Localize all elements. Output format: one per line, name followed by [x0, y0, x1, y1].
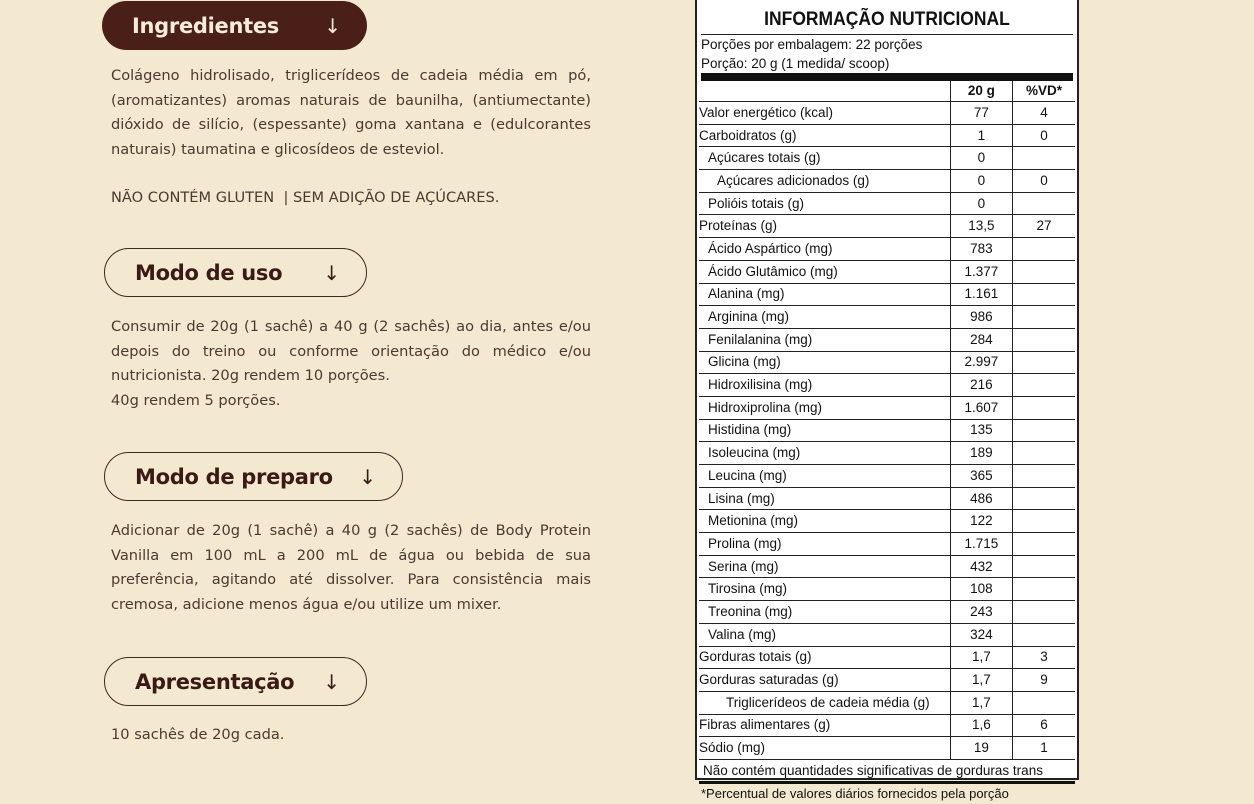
presentation-title: Apresentação: [135, 669, 295, 694]
nutrition-row: [699, 260, 1075, 283]
usage-text-block: [111, 315, 591, 413]
nutrition-row: [699, 419, 1075, 442]
nutrient-amount: 1: [950, 124, 1012, 147]
servings-per-package: Porções por embalagem: 22 porções: [701, 37, 923, 52]
nutrient-amount: 0: [950, 147, 1012, 170]
nutrition-row: [699, 714, 1075, 737]
nutrient-name: Fibras alimentares (g): [699, 714, 950, 737]
nutrition-row: [699, 102, 1075, 125]
nutrient-amount: 108: [950, 578, 1012, 601]
nutrition-row: [699, 283, 1075, 306]
nutrition-row: [699, 238, 1075, 261]
nutrient-amount: 2.997: [950, 351, 1012, 374]
nutrition-row: [699, 510, 1075, 533]
nutrient-amount: 0: [950, 192, 1012, 215]
nutrient-daily-value: [1013, 238, 1075, 261]
nutrient-name: Polióis totais (g): [699, 192, 950, 215]
nutrient-name: Prolina (mg): [699, 533, 950, 556]
nutrient-daily-value: [1013, 555, 1075, 578]
nutrition-row: [699, 306, 1075, 329]
nutrient-daily-value: [1013, 328, 1075, 351]
nutrition-row: [699, 533, 1075, 556]
nutrition-rows: [699, 81, 1075, 760]
nutrition-row: [699, 669, 1075, 692]
nutrition-header-row: [699, 81, 1075, 102]
nutrient-name: Proteínas (g): [699, 215, 950, 238]
nutrient-daily-value: [1013, 419, 1075, 442]
nutrient-daily-value: 0: [1013, 124, 1075, 147]
serving-size: Porção: 20 g (1 medida/ scoop): [701, 56, 890, 71]
ingredients-text: Colágeno hidrolisado, triglicerídeos de cadeia média em pó, (aromatizantes) aromas naturais de baunilha, (antiumectante) dióxido de silício, (espessante) goma xantana e (edulcorantes naturais) taumatina e glicosídeos de esteviol.: [111, 67, 591, 158]
nutrient-amount: 1,6: [950, 714, 1012, 737]
nutrient-amount: 189: [950, 442, 1012, 465]
nutrient-amount: 284: [950, 328, 1012, 351]
nutrition-row: [699, 442, 1075, 465]
nutrient-daily-value: [1013, 351, 1075, 374]
nutrient-daily-value: [1013, 147, 1075, 170]
nutrition-row: [699, 124, 1075, 147]
nutrient-daily-value: 6: [1013, 714, 1075, 737]
nutrient-daily-value: [1013, 691, 1075, 714]
nutrition-row: [699, 351, 1075, 374]
nutrient-daily-value: 4: [1013, 102, 1075, 125]
nutrition-row: [699, 487, 1075, 510]
nutrient-name: Metionina (mg): [699, 510, 950, 533]
nutrient-amount: 135: [950, 419, 1012, 442]
nutrient-daily-value: [1013, 306, 1075, 329]
nutrient-amount: 13,5: [950, 215, 1012, 238]
nutrition-facts-table: [695, 0, 1079, 801]
usage-title: Modo de uso: [135, 260, 283, 285]
nutrition-row: [699, 646, 1075, 669]
nutrient-daily-value: 0: [1013, 170, 1075, 193]
nutrient-daily-value: [1013, 510, 1075, 533]
ingredients-toggle-button[interactable]: [102, 1, 367, 50]
nutrient-name: Açúcares totais (g): [699, 147, 950, 170]
nutrient-name: Isoleucina (mg): [699, 442, 950, 465]
nutrient-daily-value: [1013, 260, 1075, 283]
nutrient-daily-value: [1013, 487, 1075, 510]
nutrient-name: Histidina (mg): [699, 419, 950, 442]
presentation-text: 10 sachês de 20g cada.: [111, 726, 285, 743]
nutrient-name: Hidroxiprolina (mg): [699, 396, 950, 419]
nutrient-amount: 1,7: [950, 669, 1012, 692]
nutrition-row: [699, 737, 1075, 760]
nutrient-amount: 1.161: [950, 283, 1012, 306]
nutrition-row: [699, 147, 1075, 170]
nutrient-amount: 122: [950, 510, 1012, 533]
nutrient-name: Sódio (mg): [699, 737, 950, 760]
nutrition-row: [699, 555, 1075, 578]
nutrient-name: Treonina (mg): [699, 601, 950, 624]
arrow-down-icon: ↓: [359, 464, 376, 489]
nutrient-name: Gorduras totais (g): [699, 646, 950, 669]
nutrient-name: Hidroxilisina (mg): [699, 374, 950, 397]
nutrient-daily-value: [1013, 533, 1075, 556]
nutrient-amount: 77: [950, 102, 1012, 125]
nutrient-daily-value: 3: [1013, 646, 1075, 669]
nutrient-daily-value: 1: [1013, 737, 1075, 760]
nutrition-row: [699, 601, 1075, 624]
nutrient-amount: 324: [950, 623, 1012, 646]
ingredients-note-block: [111, 186, 591, 211]
nutrient-amount: 1.715: [950, 533, 1012, 556]
nutrient-name: Ácido Aspártico (mg): [699, 238, 950, 261]
nutrient-daily-value: [1013, 623, 1075, 646]
arrow-down-icon: ↓: [323, 260, 340, 285]
preparation-title: Modo de preparo: [135, 464, 333, 489]
nutrient-amount: 1,7: [950, 646, 1012, 669]
nutrient-daily-value: [1013, 396, 1075, 419]
nutrient-daily-value: [1013, 465, 1075, 488]
nutrient-name: Lisina (mg): [699, 487, 950, 510]
nutrition-row: [699, 396, 1075, 419]
ingredients-note: NÃO CONTÉM GLUTEN | SEM ADIÇÃO DE AÇÚCARES.: [111, 189, 500, 206]
arrow-down-icon: ↓: [323, 669, 340, 694]
nutrition-row: [699, 623, 1075, 646]
nutrient-name: Triglicerídeos de cadeia média (g): [699, 691, 950, 714]
preparation-text: Adicionar de 20g (1 sachê) a 40 g (2 sachês) de Body Protein Vanilla em 100 mL a 200 mL de água ou bebida de sua preferência, agitando até dissolver. Para consistência mais cremosa, adicione menos água e/ou utilize um mixer.: [111, 522, 591, 613]
nutrition-row: [699, 192, 1075, 215]
nutrient-daily-value: [1013, 192, 1075, 215]
nutrient-name: Glicina (mg): [699, 351, 950, 374]
nutrient-daily-value: [1013, 442, 1075, 465]
nutrition-row: [699, 465, 1075, 488]
thick-divider: [701, 73, 1073, 81]
nutrient-daily-value: [1013, 283, 1075, 306]
nutrient-amount: 1.377: [950, 260, 1012, 283]
nutrient-amount: 243: [950, 601, 1012, 624]
presentation-text-block: [111, 723, 591, 748]
nutrient-name: Gorduras saturadas (g): [699, 669, 950, 692]
nutrient-name: Açúcares adicionados (g): [699, 170, 950, 193]
nutrient-amount: 365: [950, 465, 1012, 488]
nutrition-title: INFORMAÇÃO NUTRICIONAL: [764, 9, 1010, 30]
daily-value-footnote: *Percentual de valores diários fornecidos pela porção: [701, 785, 1009, 801]
nutrient-name: Valor energético (kcal): [699, 102, 950, 125]
arrow-down-icon: ↓: [324, 13, 341, 38]
preparation-toggle-button[interactable]: [104, 452, 403, 501]
usage-toggle-button[interactable]: [104, 248, 367, 297]
header-daily-value: %VD*: [1013, 81, 1075, 102]
presentation-toggle-button[interactable]: [104, 657, 367, 706]
nutrient-amount: 986: [950, 306, 1012, 329]
nutrient-amount: 783: [950, 238, 1012, 261]
nutrient-amount: 216: [950, 374, 1012, 397]
header-empty-cell: [699, 81, 950, 102]
nutrient-daily-value: [1013, 578, 1075, 601]
nutrition-row: [699, 374, 1075, 397]
nutrition-row: [699, 170, 1075, 193]
usage-text: Consumir de 20g (1 sachê) a 40 g (2 sachês) ao dia, antes e/ou depois do treino ou conforme orientação do médico e/ou nutricionista. 20g rendem 10 porções.: [111, 318, 591, 384]
nutrient-daily-value: [1013, 601, 1075, 624]
nutrient-amount: 486: [950, 487, 1012, 510]
nutrient-daily-value: 27: [1013, 215, 1075, 238]
nutrient-name: Arginina (mg): [699, 306, 950, 329]
nutrient-name: Leucina (mg): [699, 465, 950, 488]
nutrition-row: [699, 691, 1075, 714]
usage-text-2: 40g rendem 5 porções.: [111, 391, 281, 409]
header-amount: 20 g: [950, 81, 1012, 102]
nutrient-amount: 1.607: [950, 396, 1012, 419]
nutrient-amount: 1,7: [950, 691, 1012, 714]
nutrient-daily-value: 9: [1013, 669, 1075, 692]
ingredients-title: Ingredientes: [132, 13, 279, 38]
nutrient-name: Serina (mg): [699, 555, 950, 578]
trans-fat-footnote: Não contém quantidades significativas de gorduras trans: [699, 760, 1075, 784]
nutrition-row: [699, 328, 1075, 351]
nutrient-name: Ácido Glutâmico (mg): [699, 260, 950, 283]
preparation-text-block: [111, 519, 591, 617]
nutrition-row: [699, 578, 1075, 601]
nutrient-name: Tirosina (mg): [699, 578, 950, 601]
nutrient-name: Valina (mg): [699, 623, 950, 646]
nutrient-amount: 0: [950, 170, 1012, 193]
nutrient-amount: 19: [950, 737, 1012, 760]
nutrient-name: Fenilalanina (mg): [699, 328, 950, 351]
nutrient-amount: 432: [950, 555, 1012, 578]
nutrient-name: Alanina (mg): [699, 283, 950, 306]
nutrition-row: [699, 215, 1075, 238]
nutrient-name: Carboidratos (g): [699, 124, 950, 147]
ingredients-text-block: [111, 64, 591, 162]
nutrient-daily-value: [1013, 374, 1075, 397]
